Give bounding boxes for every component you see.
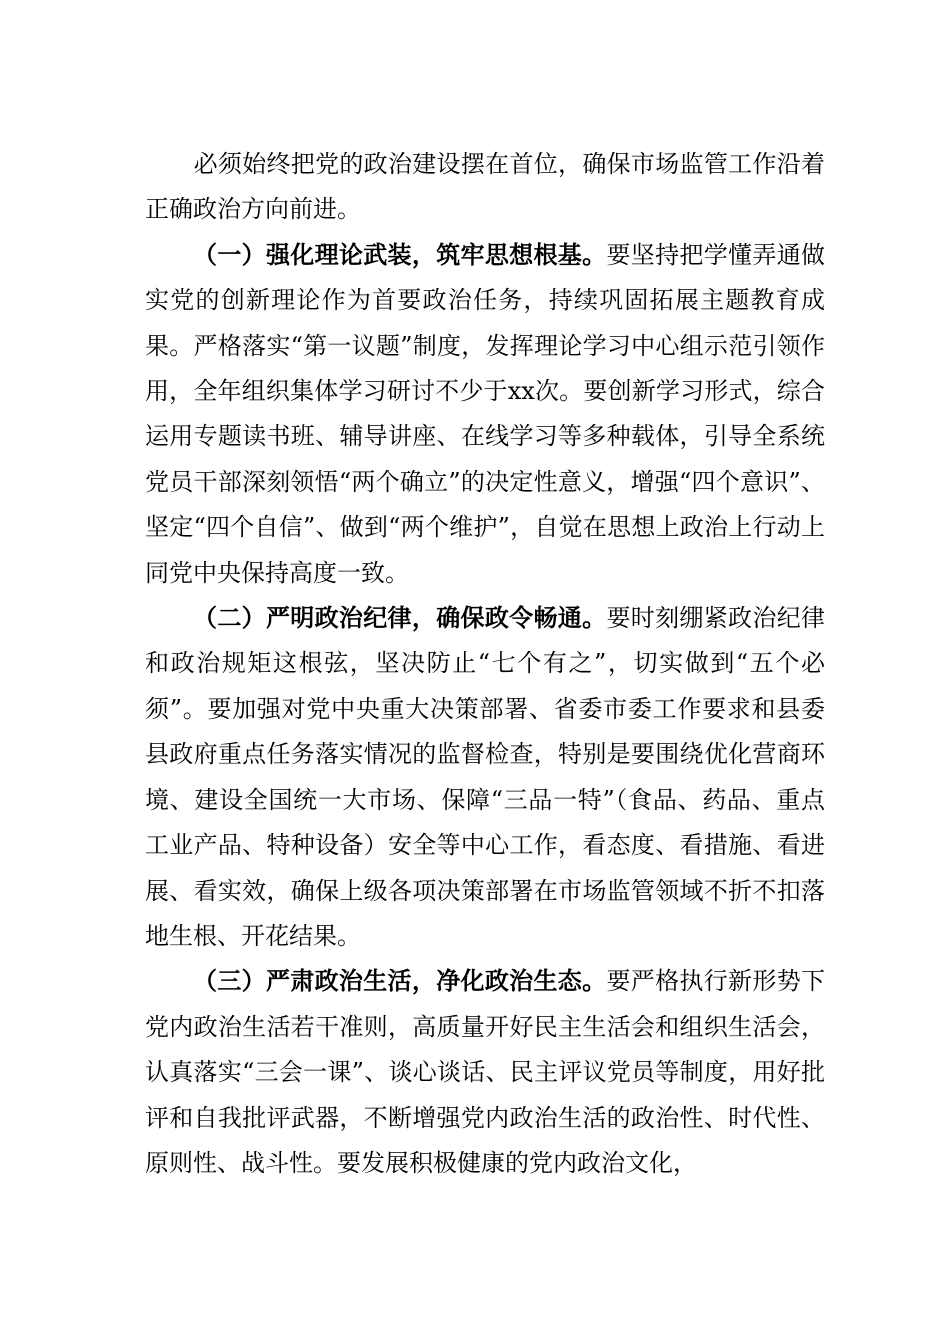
section-3-body: 要严格执行新形势下党内政治生活若干准则，高质量开好民主生活会和组织生活会，认真落实“三会一课”、谈心谈话、民主评议党员等制度，用好批评和自我批评武器，不断增强党内政治生活的政治性、时代性、原则性、战斗性。要发展积极健康的党内政治文化，	[145, 967, 826, 1177]
paragraph-section-1	[145, 233, 825, 596]
section-2-body: 要时刻绷紧政治纪律和政治规矩这根弦，坚决防止“七个有之”，切实做到“五个必须”。要加强对党中央重大决策部署、省委市委工作要求和县委县政府重点任务落实情况的监督检查，特别是要围绕优化营商环境、建设全国统一大市场、保障“三品一特”（食品、药品、重点工业产品、特种设备）安全等中心工作，看态度、看措施、看进展、看实效，确保上级各项决策部署在市场监管领域不折不扣落地生根、开花结果。	[145, 604, 826, 950]
paragraph-section-2	[145, 596, 825, 959]
section-3-heading: （三）严肃政治生活，净化政治生态。	[193, 967, 607, 996]
section-1-heading: （一）强化理论武装，筑牢思想根基。	[193, 240, 607, 269]
document-body	[145, 142, 825, 1186]
section-2-heading: （二）严明政治纪律，确保政令畅通。	[193, 604, 607, 633]
paragraph-intro-text: 必须始终把党的政治建设摆在首位，确保市场监管工作沿着正确政治方向前进。	[145, 150, 825, 224]
paragraph-section-3	[145, 959, 825, 1186]
paragraph-intro	[145, 142, 825, 233]
section-1-body: 要坚持把学懂弄通做实党的创新理论作为首要政治任务，持续巩固拓展主题教育成果。严格落实“第一议题”制度，发挥理论学习中心组示范引领作用，全年组织集体学习研讨不少于xx次。要创新学习形式，综合运用专题读书班、辅导讲座、在线学习等多种载体，引导全系统党员干部深刻领悟“两个确立”的决定性意义，增强“四个意识”、坚定“四个自信”、做到“两个维护”，自觉在思想上政治上行动上同党中央保持高度一致。	[145, 240, 826, 587]
